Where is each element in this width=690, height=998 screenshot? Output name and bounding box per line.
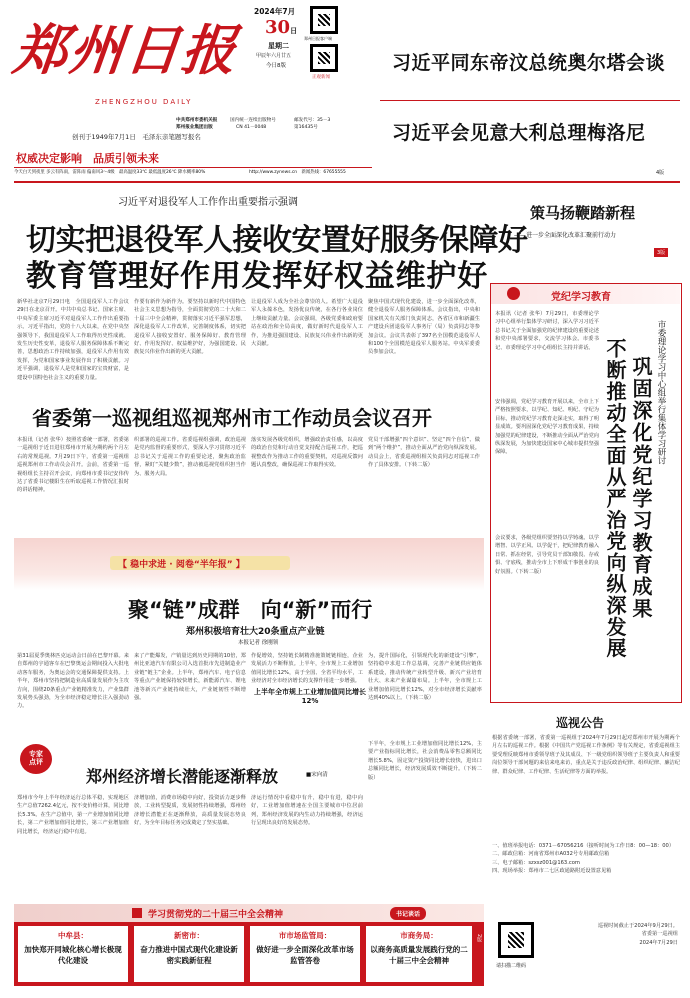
lead-col-3: 让退役军人成为全社会尊崇的人。希望广大退役军人永葆本色，发扬优良传统，在各行各业岗位上继续贡献力量。会议强调，各级党委和政府要站在政治和全局高度，做好新时代退役军人工作，为推进强国建设、民族复兴伟业作出新的更大贡献。 <box>251 299 363 348</box>
qr-app-label: 郑州日报客户端 <box>304 36 332 41</box>
bottom-item-2-who: 新密市： <box>174 931 204 940</box>
study-body-1: 本报讯（记者 张华）7月29日，市委理论学习中心组举行集体学习研讨，深入学习习近平总书记关于全面加强党的纪律建设的重要论述和党中央部署要求，交流学习体会。市委书记、市委理论学习中心组组长主持并讲话。 <box>495 311 599 351</box>
feature-byline: 本报记者 徐刚领 <box>238 640 279 646</box>
notice-title: 巡视公告 <box>556 716 605 730</box>
bottom-page-ref[interactable]: 2版 <box>476 934 482 943</box>
bottom-banner <box>14 904 484 922</box>
weekday: 星期二 <box>268 42 289 50</box>
masthead-title: 郑州日报 <box>10 18 241 82</box>
date-year-month: 2024年7月 <box>254 7 296 16</box>
feature-banner <box>110 556 290 570</box>
headline-1[interactable]: 习近平同东帝汶总统奥尔塔会谈 <box>392 52 666 74</box>
notice-contacts: 一、值班举报电话：0371－67056216（接听时间为工作日8：00—18：00） 二、邮政信箱：河南省郑州市A032号专用邮政信箱 三、电子邮箱：szxsz001@163.com 四、现场举报：郑州市二七区政通路附近设置意见箱 <box>492 843 675 875</box>
bottom-item-1[interactable] <box>18 926 128 982</box>
lead-col-2: 作要有新作为新作为。要坚持以新时代中国特色社会主义思想为指导，全面贯彻党的二十大和二十届三中全会精神，贯彻落实习近平强军思想，深化退役军人工作改革，完善制度体系，切实把退役军人接收安置好、服务保障好、教育管理好、作用发挥好、权益维护好，为强国建设、民族复兴伟业作出新的更大贡献。 <box>134 299 246 356</box>
study-body-3: 会议要求，各级党组织要坚持以学铸魂、以学增智、以学正风、以学促干，把纪律教育融入日常、抓在经常，引导党员干部知敬畏、存戒惧、守底线，推动全市上下形成干事创业的良好氛围。（下转二版） <box>495 535 599 575</box>
divider <box>380 100 680 101</box>
expert-tag-1: 专家 <box>29 750 43 758</box>
study-banner <box>491 284 680 304</box>
masthead-founded: 创刊于1949年7月1日 毛泽东亲笔题写报名 <box>72 133 201 141</box>
feature-col-2: 来了产能爆发，产销量达到历史同期的10倍，郑州比亚迪汽车有限公司入选首批市先进制造业产业链“链主”企业。上半年，郑州汽车、电子信息等重点产业链保持较快增长，新能源汽车、锂电池等新兴产业链持续壮大，产业链韧性不断增强。 <box>134 653 246 702</box>
promo-page-ref: 3版 <box>654 248 668 257</box>
masthead-subtitle: ZHENGZHOU DAILY <box>95 98 193 106</box>
bottom-item-3[interactable] <box>250 926 360 982</box>
cn-label: 国内统一连续出版物号 <box>230 118 276 123</box>
expert-block <box>14 740 484 865</box>
expert-col-3: 济运行情况中看稳中有升，稳中有进，稳中向好，工业增加值增速在全国主要城市中位居前列，郑州经济发展的内生动力持续增强，经济运行呈现出良好的发展态势。 <box>251 795 363 827</box>
feature-subtitle: 郑州积极培育壮大20条重点产业链 <box>186 627 325 637</box>
expert-tag-2: 点评 <box>29 758 43 766</box>
qr-news[interactable] <box>310 44 338 72</box>
expert-col-4: 下半年，全市规上工业增加值同比增长12%，主要产业指标同比增长，社会消费品零售总额同比增长5.8%，固定资产投资同比增长较快，进出口总额同比增长，经济发展质效不断提升。（下转二版） <box>368 741 482 781</box>
feature-col-1: 第31届夏季奥林匹克运动会日前在巴黎开幕。来自郑州的宇通客车在巴黎奥运会期间投入大批电动客车服务，为奥运会的交通保障提供支持。上半年，郑州市坚持把制造业高质量发展作为主攻方向，围绕20条重点产业链精准发力，产业集群发展势头强劲，为全市经济稳定增长注入强劲动力。 <box>17 653 129 710</box>
feature-col-3b <box>251 710 363 736</box>
expert-col-1: 郑州市今年上半年经济运行总体平稳，实现地区生产总值7262.4亿元，按不变价格计算，同比增长5.3%。在生产总值中，第一产业增加值同比增长，第二产业增加值同比增长，第三产业增加值同比增长，经济运行稳中有进。 <box>17 795 129 835</box>
lead-kicker: 习近平对退役军人工作作出重要指示强调 <box>118 197 298 208</box>
bottom-item-4-who: 市商务局： <box>400 931 438 940</box>
masthead <box>0 0 373 168</box>
top-right-block <box>380 8 680 178</box>
page-count: 今日8版 <box>266 63 286 69</box>
bottom-item-2[interactable] <box>134 926 244 982</box>
lunar-date: 甲辰年六月廿五 <box>256 53 292 59</box>
notice-qr[interactable] <box>498 922 534 958</box>
party-flag-icon <box>132 908 142 918</box>
promo-subtitle: ——进一步全面深化改革汇聚前行动力 <box>514 232 617 239</box>
weather-text: 今天白天到夜里 多云有阵雨，雷阵雨 偏南风3～4级 最高温度33℃ 最低温度26℃ 降水概率80% <box>14 170 206 175</box>
feature-title[interactable]: 聚“链”成群 向“新”而行 <box>128 598 373 622</box>
feature-callout: 上半年全市规上工业增加值同比增长12% <box>254 688 366 705</box>
qr-app[interactable] <box>310 6 338 34</box>
top-divider <box>14 181 680 183</box>
expert-tag <box>20 744 52 774</box>
expert-title[interactable]: 郑州经济增长潜能逐渐释放 <box>86 767 279 786</box>
feature-banner-text: 【 稳中求进 · 阅卷“半年报” 】 <box>118 560 245 570</box>
inspection-col-4: 党员干部增强“四个意识”、坚定“四个自信”、做到“两个维护”，推动全面从严治党向纵深发展。动员会上，省委巡视组相关负责同志对巡视工作作了具体安排。（下转二版） <box>368 437 480 469</box>
notice-block <box>490 712 682 982</box>
feature-col-3: 作促增效，坚持链长制精准施策链链相连，企业发展活力不断释放。上半年，全市规上工业增加值同比增长12%，高于全国、全省平均水平，工业经济对全市经济增长的支撑作用进一步增强。 <box>251 653 363 685</box>
notice-body: 根据省委统一部署，省委第一巡视组于2024年7月29日起对郑州市开展为期两个月左右的巡视工作。根据《中国共产党巡视工作条例》等有关规定，省委巡视组主要受理反映郑州市委领导班子及其成员、下一级党组织领导班子主要负责人和重要岗位领导干部问题的来信来电来访，重点是关于违反政治纪律、组织纪律、廉洁纪律、群众纪律、工作纪律、生活纪律等方面的举报。 <box>492 735 680 775</box>
study-banner-text: 党纪学习教育 <box>551 292 611 303</box>
bottom-item-2-text: 奋力推进中国式现代化建设新密实践新征程 <box>140 945 238 965</box>
qr-news-label: 正观新闻 <box>312 75 330 80</box>
bottom-item-3-text: 做好进一步全面深化改革市场监管答卷 <box>256 945 354 965</box>
side-promo[interactable] <box>494 190 680 268</box>
bottom-tag: 书记谈话 <box>390 907 426 920</box>
bottom-item-4[interactable] <box>366 926 472 982</box>
bottom-item-1-text: 加快郑开同城化核心增长极现代化建设 <box>24 945 122 965</box>
website: http://www.zynews.cn 新闻热线：67655555 <box>249 170 346 175</box>
study-body-2: 安伟强调，党纪学习教育开展以来，全市上下严格按照要求，以学纪、知纪、明纪、守纪为目标，推动党纪学习教育走深走实，取得了明显成效。要巩固深化党纪学习教育成果，持续加强党的纪律建设，不断推动全面从严治党向纵深发展，为加快建设国家中心城市提供坚强保障。 <box>495 399 599 456</box>
page-ref-4[interactable]: 4版 <box>656 170 665 176</box>
date-day-number: 30 <box>265 17 291 38</box>
inspection-col-3: 落实发展各级党组织，增强政治责任感，以高度的政治自觉和行动自觉支持配合巡视工作，把巡视整改作为推动工作的重要契机，对巡视反馈问题认真整改，确保巡视工作取得实效。 <box>251 437 363 469</box>
headline-2[interactable]: 习近平会见意大利总理梅洛尼 <box>392 122 646 144</box>
party-emblem-icon <box>507 287 520 300</box>
study-big-title-2[interactable]: 不断推动全面从严治党向纵深发展 <box>603 338 627 659</box>
lead-col-4: 聚焦中国式现代化建设，进一步全面深化改革，健全退役军人服务保障体系。会议指出，中央和国家机关有关部门负责同志，各省区市和新疆生产建设兵团退役军人事务厅（局）负责同志等参加会议。会议共表彰了397名全国模范退役军人和100个全国模范退役军人服务站。中央军委委员参加会议。 <box>368 299 480 356</box>
expert-col-2: 济增加值，消费市场稳中向好，投资活力逐步释放，工业转型提质，发展韧性持续增强，郑州经济增长潜能正在逐渐释放，高质量发展态势良好，为全年目标任务完成奠定了坚实基础。 <box>134 795 246 827</box>
cn-number: CN 41－0048 <box>236 125 267 130</box>
bottom-item-4-text: 以商务高质量发展践行党的二十届三中全会精神 <box>370 945 468 965</box>
bottom-item-1-who: 中牟县： <box>58 931 88 940</box>
inspection-col-1: 本报讯（记者 张华）按照省委统一部署，省委第一巡视组于近日进驻郑州市开展为期约两个月左右的常规巡视。7月29日下午，省委第一巡视组巡视郑州市工作动员会召开。会前，省委第一巡视组组长主持召开会议，向郑州市委书记安伟传达了省委书记楼阳生在听取巡视工作情况汇报时的讲话精神。 <box>17 437 129 494</box>
bottom-bar <box>14 904 484 986</box>
issue-number: 第16435号 <box>294 125 318 130</box>
lead-col-1: 新华社北京7月29日电 全国退役军人工作会议29日在北京召开。中共中央总书记、国家主席、中央军委主席习近平对退役军人工作作出重要指示。习近平指出，党的十八大以来，在党中央坚强领导下，我国退役军人工作取得历史性成就、发生历史性变革，退役军人服务保障体系不断完善，思想政治工作持续加强，退役军人作用有效发挥，为党和国家事业发展作出了积极贡献。习近平强调，退役军人是党和国家的宝贵财富，是建设中国特色社会主义的重要力量。 <box>17 299 129 381</box>
date-day <box>265 17 297 38</box>
inspection-col-2: 织部署的巡视工作。省委巡视组强调，政治巡视是党内监督的重要形式，要深入学习贯彻习近平总书记关于巡视工作的重要论述，聚焦政治监督，紧盯“关键少数”，推动被巡视党组织担当作为、服务大局。 <box>134 437 246 477</box>
sponsor2: 郑州报业集团出版 <box>176 125 213 130</box>
date-day-unit: 日 <box>290 26 298 35</box>
promo-title: 策马扬鞭踏新程 <box>530 204 636 222</box>
post-code: 邮发代号：35－3 <box>294 118 331 123</box>
sponsor1: 中共郑州市委机关报 <box>176 118 218 123</box>
lead-title-1[interactable]: 切实把退役军人接收安置好服务保障好 <box>26 223 528 258</box>
study-small-title: 市委理论学习中心组举行集体学习研讨 <box>656 320 666 465</box>
bottom-item-3-who: 市市场监管局： <box>278 931 332 940</box>
study-big-title-1[interactable]: 巩固深化党纪学习教育成果 <box>629 356 653 620</box>
notice-footer: 巡视时间截止于2024年9月29日。 省委第一巡视组 2024年7月29日 <box>597 923 678 946</box>
bottom-banner-text: 学习贯彻党的二十届三中全会精神 <box>148 910 284 920</box>
notice-qr-label: 请扫描二维码 <box>496 963 527 969</box>
feature-col-4: 为，提升国际化，引领现代化的新建设“引擎”，坚持稳中求进工作总基调，完善产业链供应链体系建设，推动传统产业转型升级、新兴产业培育壮大、未来产业谋篇布局。上半年，全市规上工业增加值同比增长12%，对全市经济增长贡献率达到40%以上。（下转二版） <box>368 653 482 702</box>
expert-byline: ■宋向清 <box>306 772 328 778</box>
inspection-title[interactable]: 省委第一巡视组巡视郑州市工作动员会议召开 <box>32 406 432 430</box>
lead-title-2[interactable]: 教育管理好作用发挥好权益维护好 <box>26 259 488 294</box>
sponsor-info <box>176 118 374 142</box>
weather-bar <box>14 167 372 177</box>
masthead-slogan: 权威决定影响 品质引领未来 <box>16 152 159 165</box>
study-column <box>490 283 682 703</box>
feature-block <box>14 538 484 738</box>
